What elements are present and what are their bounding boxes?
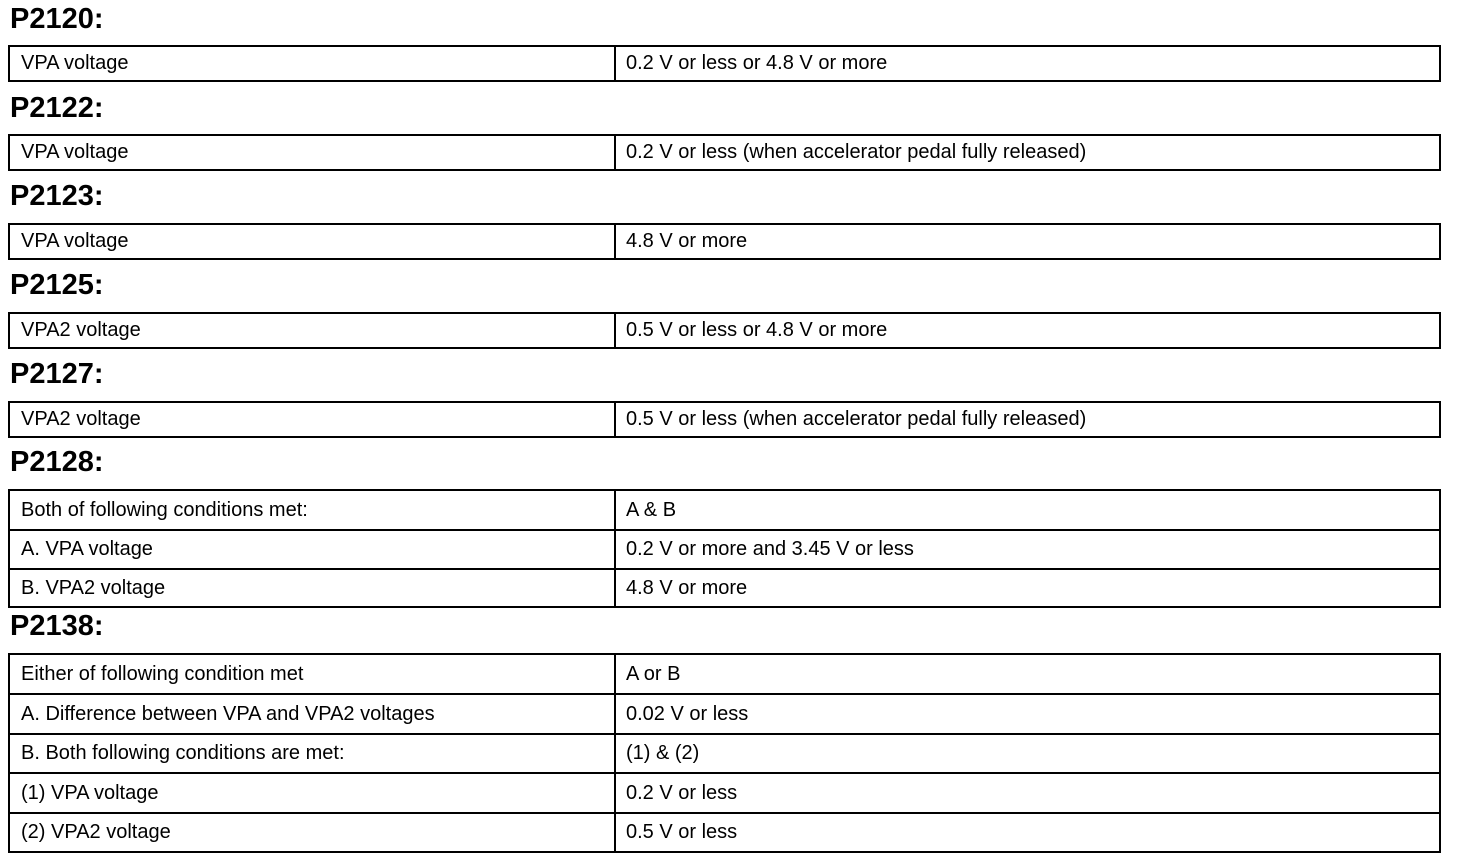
table-row xyxy=(9,773,1440,813)
dtc-heading-p2120: P2120: xyxy=(10,3,104,35)
table-row xyxy=(9,569,1440,607)
condition-label: A. Difference between VPA and VPA2 voltages xyxy=(9,694,615,734)
table-row xyxy=(9,135,1440,170)
dtc-table-p2127 xyxy=(8,401,1441,438)
condition-value: 0.5 V or less xyxy=(615,813,1440,852)
condition-label: Both of following conditions met: xyxy=(9,490,615,530)
dtc-heading-p2127: P2127: xyxy=(10,358,104,390)
dtc-table-p2123 xyxy=(8,223,1441,260)
table-row xyxy=(9,224,1440,259)
dtc-table-p2125 xyxy=(8,312,1441,349)
condition-value: 0.2 V or less (when accelerator pedal fully released) xyxy=(615,135,1440,170)
condition-value: 4.8 V or more xyxy=(615,569,1440,607)
condition-label: (1) VPA voltage xyxy=(9,773,615,813)
dtc-heading-p2128: P2128: xyxy=(10,446,104,478)
condition-label: VPA voltage xyxy=(9,135,615,170)
table-row xyxy=(9,313,1440,348)
table-row xyxy=(9,654,1440,694)
condition-value: A & B xyxy=(615,490,1440,530)
table-row xyxy=(9,490,1440,530)
condition-label: VPA2 voltage xyxy=(9,402,615,437)
condition-value: (1) & (2) xyxy=(615,734,1440,773)
condition-label: B. VPA2 voltage xyxy=(9,569,615,607)
table-row xyxy=(9,46,1440,81)
condition-value: 0.5 V or less or 4.8 V or more xyxy=(615,313,1440,348)
table-row xyxy=(9,734,1440,773)
condition-label: Either of following condition met xyxy=(9,654,615,694)
condition-label: (2) VPA2 voltage xyxy=(9,813,615,852)
table-row xyxy=(9,530,1440,569)
table-row xyxy=(9,694,1440,734)
dtc-table-p2122 xyxy=(8,134,1441,171)
dtc-table-p2128 xyxy=(8,489,1441,608)
condition-label: VPA2 voltage xyxy=(9,313,615,348)
dtc-heading-p2122: P2122: xyxy=(10,92,104,124)
dtc-heading-p2125: P2125: xyxy=(10,269,104,301)
condition-value: 0.2 V or more and 3.45 V or less xyxy=(615,530,1440,569)
condition-label: B. Both following conditions are met: xyxy=(9,734,615,773)
table-row xyxy=(9,813,1440,852)
condition-value: A or B xyxy=(615,654,1440,694)
condition-value: 0.5 V or less (when accelerator pedal fully released) xyxy=(615,402,1440,437)
dtc-table-p2120 xyxy=(8,45,1441,82)
dtc-table-p2138 xyxy=(8,653,1441,853)
condition-value: 0.02 V or less xyxy=(615,694,1440,734)
condition-value: 0.2 V or less or 4.8 V or more xyxy=(615,46,1440,81)
condition-label: VPA voltage xyxy=(9,46,615,81)
condition-value: 4.8 V or more xyxy=(615,224,1440,259)
condition-label: VPA voltage xyxy=(9,224,615,259)
condition-label: A. VPA voltage xyxy=(9,530,615,569)
dtc-heading-p2138: P2138: xyxy=(10,610,104,642)
condition-value: 0.2 V or less xyxy=(615,773,1440,813)
table-row xyxy=(9,402,1440,437)
dtc-heading-p2123: P2123: xyxy=(10,180,104,212)
